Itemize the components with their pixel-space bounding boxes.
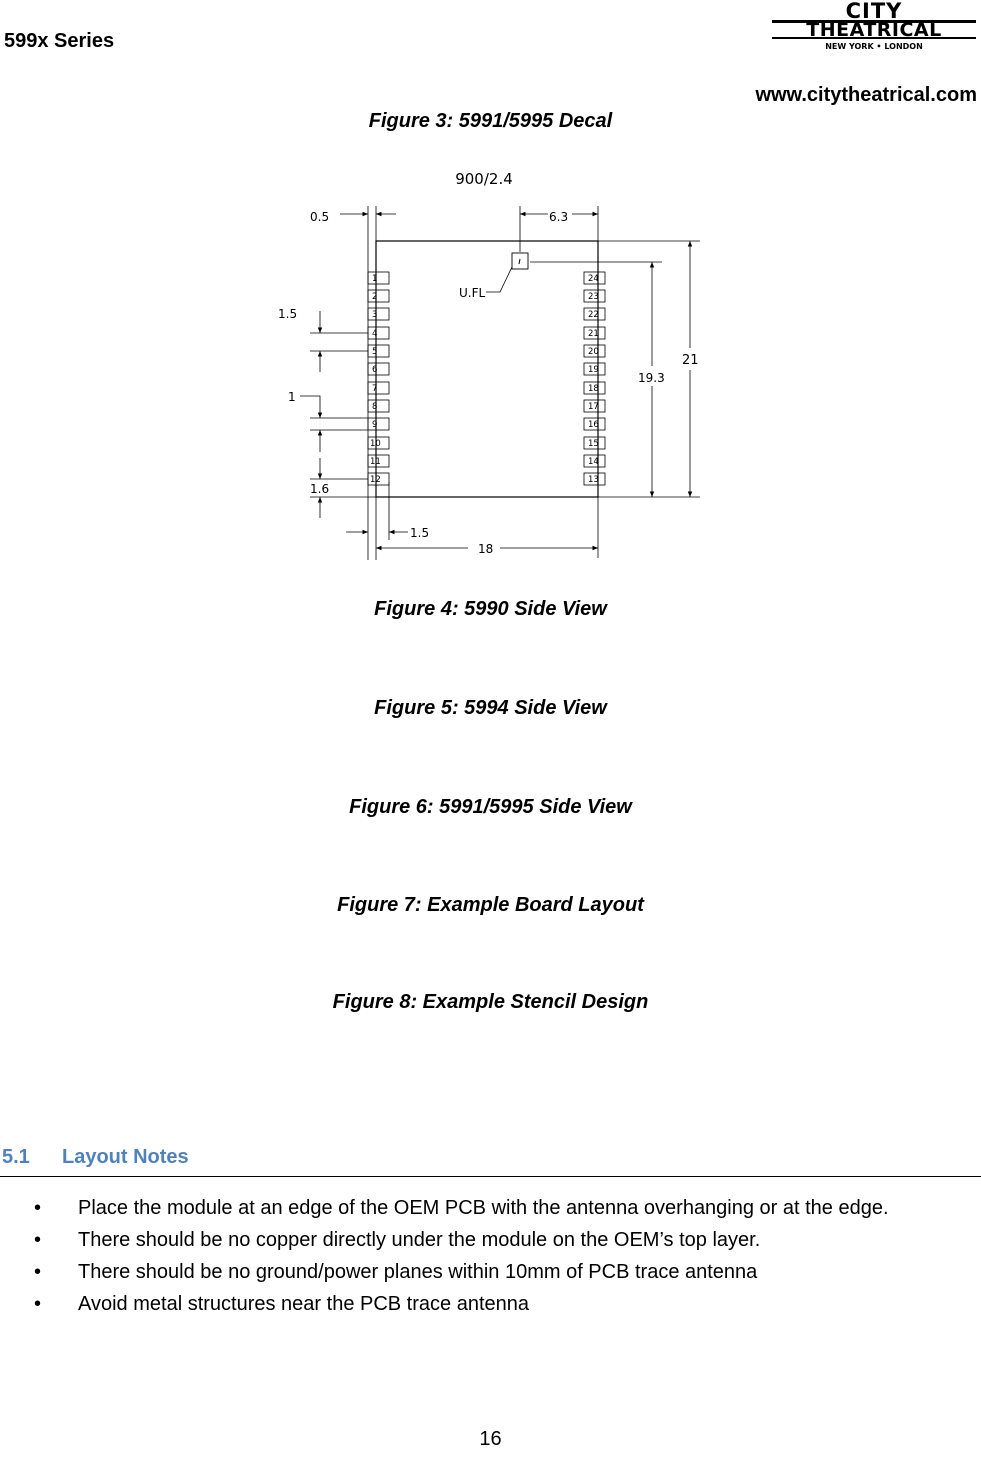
figure-7-caption: Figure 7: Example Board Layout <box>337 894 644 916</box>
pin-label: 14 <box>588 457 599 467</box>
pin-label: 6 <box>372 365 378 375</box>
svg-text:THEATRICAL: THEATRICAL <box>806 19 942 41</box>
section-number: 5.1 <box>2 1146 30 1168</box>
pin-label: 23 <box>588 292 599 302</box>
right-pin-numbers <box>588 274 599 485</box>
module-outline <box>376 241 598 497</box>
dim-pitch: 1.5 <box>278 307 298 321</box>
pin-label: 4 <box>372 329 378 339</box>
pin-label: 1 <box>372 274 378 284</box>
left-pad-column <box>368 272 389 485</box>
pin-label: 7 <box>372 384 378 394</box>
section-heading <box>2 1146 189 1169</box>
decal-drawing <box>270 160 710 560</box>
pin-label: 21 <box>588 329 599 339</box>
figure-8-caption: Figure 8: Example Stencil Design <box>332 991 649 1013</box>
pin-label: 10 <box>370 439 381 449</box>
ufl-label: U.FL <box>459 286 486 300</box>
pin-label: 18 <box>588 384 599 394</box>
list-item: • Place the module at an edge of the OEM PCB with the antenna overhanging or at the edge. <box>0 1193 981 1223</box>
bullet-icon: • <box>34 1293 42 1315</box>
dim-height: 21 <box>682 353 699 368</box>
section-title: Layout Notes <box>62 1146 189 1168</box>
section-divider <box>0 1176 981 1177</box>
pin-label: 12 <box>370 475 381 485</box>
page-number: 16 <box>479 1428 502 1450</box>
list-item: • Avoid metal structures near the PCB trace antenna <box>0 1289 981 1319</box>
document-series-title: 599x Series <box>4 30 115 52</box>
figure-4-caption: Figure 4: 5990 Side View <box>374 598 607 620</box>
dim-ufl-offset: 6.3 <box>549 210 569 224</box>
dim-left-offset: 0.5 <box>310 210 330 224</box>
figure-6-caption: Figure 6: 5991/5995 Side View <box>349 796 632 818</box>
svg-text:CITY: CITY <box>845 0 903 23</box>
bullet-icon: • <box>34 1197 42 1219</box>
dim-pad: 1 <box>288 390 296 404</box>
pin-label: 5 <box>372 347 378 357</box>
bullet-icon: • <box>34 1261 42 1283</box>
list-item: • There should be no ground/power planes within 10mm of PCB trace antenna <box>0 1257 981 1287</box>
right-pad-column <box>584 272 605 485</box>
pin-label: 19 <box>588 365 599 375</box>
list-item: • There should be no copper directly under the module on the OEM’s top layer. <box>0 1225 981 1255</box>
dim-pad-width: 1.5 <box>410 526 430 540</box>
bullet-icon: • <box>34 1229 42 1251</box>
svg-text:NEW YORK • LONDON: NEW YORK • LONDON <box>825 42 923 51</box>
pin-label: 3 <box>372 310 378 320</box>
pin-label: 13 <box>588 475 599 485</box>
pin-label: 2 <box>372 292 378 302</box>
website-url: www.citytheatrical.com <box>755 84 977 106</box>
dim-pin-span: 19.3 <box>638 371 665 385</box>
pin-label: 11 <box>370 457 381 467</box>
pin-label: 20 <box>588 347 599 357</box>
figure-5-caption: Figure 5: 5994 Side View <box>374 697 607 719</box>
pin-label: 15 <box>588 439 599 449</box>
pin-label: 9 <box>372 420 378 430</box>
figure-3-caption: Figure 3: 5991/5995 Decal <box>368 110 613 132</box>
pin-label: 22 <box>588 310 599 320</box>
dim-bottom: 1.6 <box>310 482 330 496</box>
layout-notes-list <box>0 1193 981 1321</box>
dim-width: 18 <box>478 542 494 556</box>
pin-label: 24 <box>588 274 599 284</box>
pad-spec-label: 900/2.4 <box>455 170 513 188</box>
city-theatrical-logo <box>768 0 980 52</box>
pin-label: 8 <box>372 402 378 412</box>
pin-label: 16 <box>588 420 599 430</box>
pin-label: 17 <box>588 402 599 412</box>
